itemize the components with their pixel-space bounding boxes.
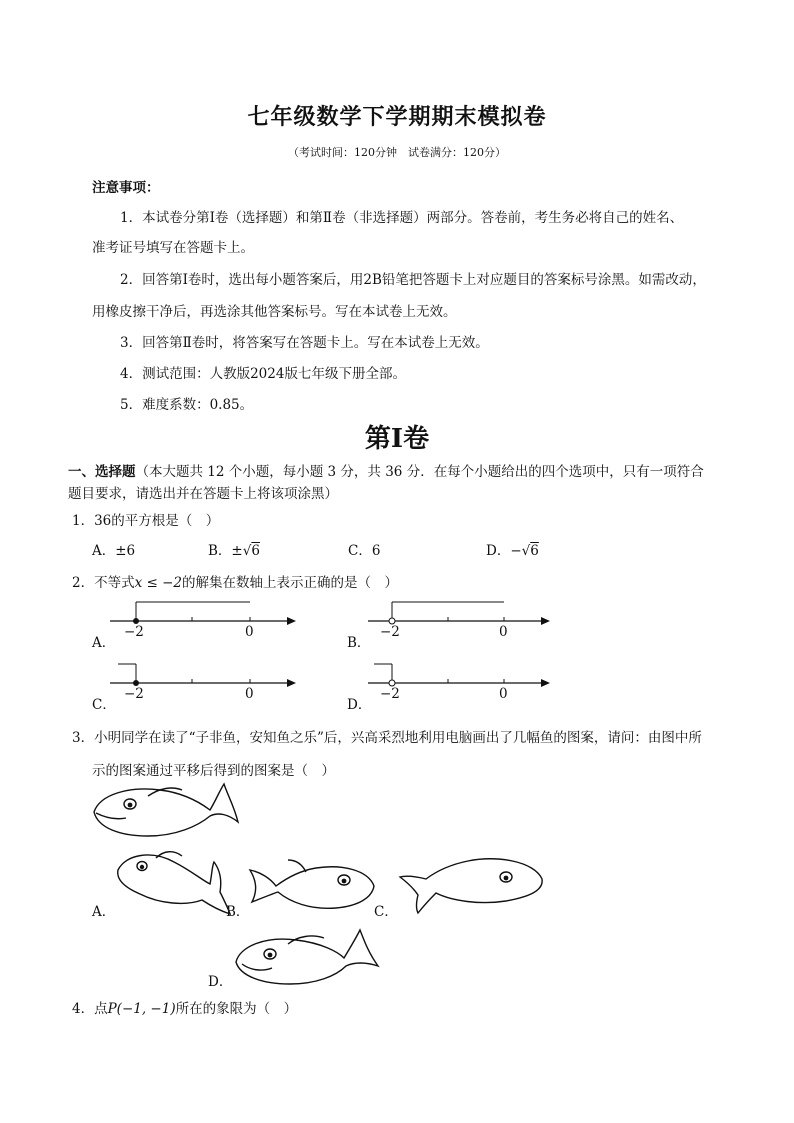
note-4: 4．测试范围：人教版2024版七年级下册全部。	[120, 366, 406, 382]
part-description-line-1	[68, 460, 704, 480]
q4-stem-prefix: 4．点	[72, 1001, 108, 1017]
q2-d-tick-neg2: −2	[380, 686, 400, 702]
q2-b-tick-neg2: −2	[380, 624, 400, 640]
q2-a-tick-neg2: −2	[124, 624, 144, 640]
part-desc: （本大题共 12 个小题，每小题 3 分，共 36 分．在每个小题给出的四个选项中，只有一项符合	[135, 464, 704, 480]
q1-option-c: C．6	[348, 543, 381, 559]
q1-option-d-prefix: D．−	[486, 543, 522, 559]
question-1-stem: 1．36的平方根是（ ）	[72, 513, 220, 529]
q2-a-tick-0: 0	[245, 624, 254, 640]
q3-option-c-label: C．	[374, 904, 398, 920]
q2-option-c-label: C．	[92, 697, 116, 713]
note-1-line-1: 1．本试卷分第Ⅰ卷（选择题）和第Ⅱ卷（非选择题）两部分。答卷前，考生务必将自己的姓名、	[120, 210, 684, 226]
q3-option-a-fish	[112, 848, 232, 916]
q3-option-c-fish	[396, 855, 546, 915]
note-2-line-1: 2．回答第Ⅰ卷时，选出每小题答案后，用2B铅笔把答题卡上对应题目的答案标号涂黑。如需改动，	[120, 272, 706, 288]
q3-option-a-label: A．	[92, 904, 116, 920]
q3-option-d-label: D．	[208, 974, 233, 990]
q3-option-b-fish	[246, 856, 378, 914]
q2-option-a-label: A．	[92, 635, 116, 651]
part-description-line-2: 题目要求，请选出并在答题卡上将该项涂黑）	[68, 486, 338, 502]
question-3-stem-line-1: 3．小明同学在读了“子非鱼，安知鱼之乐”后，兴高采烈地利用电脑画出了几幅鱼的图案，请问：由图中所	[72, 730, 702, 746]
sqrt-symbol: √	[242, 543, 252, 559]
q2-option-b-label: B．	[347, 635, 371, 651]
q3-option-b-label: B．	[226, 904, 250, 920]
notes-heading: 注意事项：	[92, 180, 160, 196]
q4-stem-suffix: 所在的象限为（ ）	[175, 1001, 298, 1017]
q1-option-d	[486, 539, 539, 559]
question-2-stem	[72, 571, 398, 591]
q3-option-d-fish	[232, 928, 382, 988]
page-title: 七年级数学下学期期末模拟卷	[247, 104, 547, 130]
q2-inequality: x ≤ −2	[134, 575, 183, 591]
q1-option-a: A．±6	[92, 543, 136, 559]
note-1-line-2: 准考证号填写在答题卡上。	[92, 240, 254, 256]
question-4-stem	[72, 997, 297, 1017]
q1-option-b-radicand: 6	[251, 543, 260, 559]
section-title: 第Ⅰ卷	[364, 424, 430, 454]
q2-stem-suffix: 的解集在数轴上表示正确的是（ ）	[182, 575, 399, 591]
question-3-stem-line-2: 示的图案通过平移后得到的图案是（ ）	[92, 763, 335, 779]
note-5: 5．难度系数：0.85。	[120, 397, 254, 413]
original-fish-drawing	[90, 782, 240, 844]
q2-d-tick-0: 0	[499, 686, 508, 702]
q1-option-d-radicand: 6	[530, 543, 539, 559]
q2-option-d-label: D．	[347, 697, 372, 713]
q2-stem-prefix: 2．不等式	[72, 575, 135, 591]
part-label: 一、选择题	[68, 464, 136, 480]
exam-info: （考试时间：120分钟 试卷满分：120分）	[288, 146, 506, 159]
q4-point: P(−1, −1)	[107, 1001, 176, 1017]
note-3: 3．回答第Ⅱ卷时，将答案写在答题卡上。写在本试卷上无效。	[120, 335, 489, 351]
note-2-line-2: 用橡皮擦干净后，再选涂其他答案标号。写在本试卷上无效。	[92, 304, 457, 320]
q2-c-tick-0: 0	[245, 686, 254, 702]
q1-option-b-prefix: B．±	[208, 543, 243, 559]
q2-b-tick-0: 0	[499, 624, 508, 640]
q1-option-b	[208, 539, 260, 559]
q2-c-tick-neg2: −2	[124, 686, 144, 702]
sqrt-symbol: √	[521, 543, 531, 559]
